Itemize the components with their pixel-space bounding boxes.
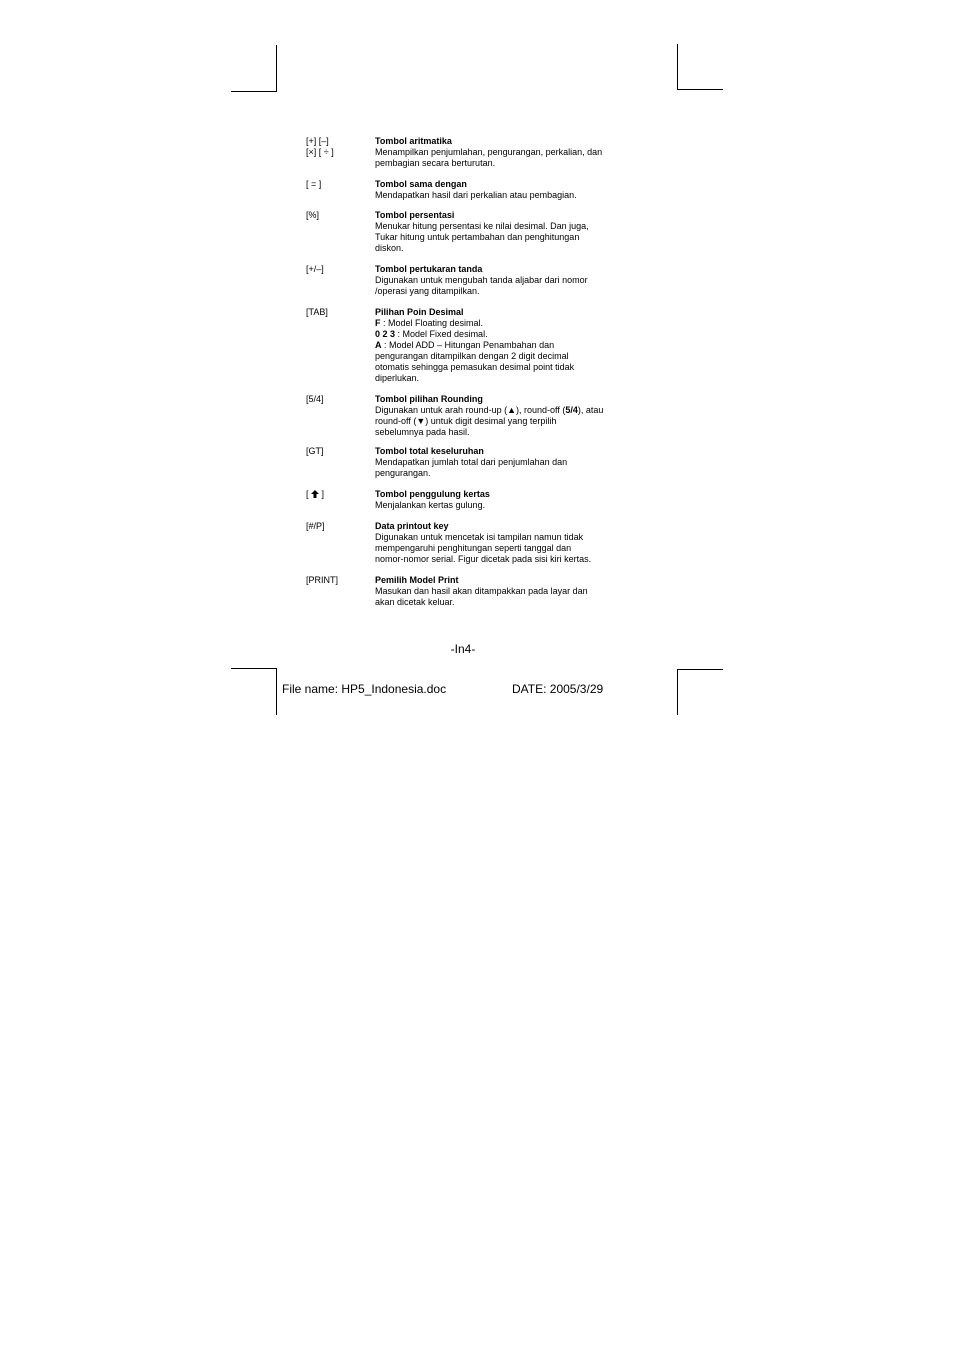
entry-description: [375, 575, 588, 608]
entry-key: [306, 489, 375, 511]
entry-text-line: pembagian secara berturutan.: [375, 158, 496, 168]
crop-mark-bottom-right-horizontal: [677, 669, 723, 670]
option-code: A: [375, 340, 382, 350]
entry-text-line: sebelumnya pada hasil.: [375, 427, 470, 437]
entry-text-line: Masukan dan hasil akan ditampakkan pada layar dan: [375, 586, 588, 596]
entry-title: Tombol penggulung kertas: [375, 489, 490, 499]
entry-text-line: [375, 318, 574, 329]
entry-title: Tombol pertukaran tanda: [375, 264, 483, 274]
option-code: 0 2 3: [375, 329, 396, 339]
footer-date: DATE: 2005/3/29: [512, 682, 604, 696]
entry-text-line: otomatis sehingga pemasukan desimal point tidak: [375, 362, 575, 372]
entry-title: Tombol persentasi: [375, 210, 455, 220]
entry-key: [%]: [306, 210, 320, 220]
entry-text-line: Mendapatkan hasil dari perkalian atau pembagian.: [375, 190, 577, 200]
entry-title: Pilihan Poin Desimal: [375, 307, 464, 317]
entry-key: [GT]: [306, 446, 324, 456]
entry-key: [ = ]: [306, 179, 322, 189]
entry-paper-feed-key: [306, 489, 490, 511]
paper-feed-arrow-icon: [311, 490, 319, 498]
entry-text-line: diskon.: [375, 243, 404, 253]
entry-sign-change-key: [306, 264, 588, 297]
entry-text-line: [375, 405, 603, 416]
entry-grand-total-key: [306, 446, 567, 479]
entry-arithmetic-keys: [306, 136, 602, 169]
entry-key: [TAB]: [306, 307, 328, 317]
entry-text-line: diperlukan.: [375, 373, 420, 383]
option-text: : Model ADD – Hitungan Penambahan dan: [381, 340, 555, 350]
entry-description: [375, 179, 577, 201]
entry-text-line: akan dicetak keluar.: [375, 597, 455, 607]
page-number: -In4-: [450, 642, 476, 656]
entry-rounding-key: [306, 394, 603, 438]
entry-key: [PRINT]: [306, 575, 339, 585]
entry-title: Tombol total keseluruhan: [375, 446, 484, 456]
key-bracket-left: [: [306, 489, 312, 499]
entry-description: [375, 210, 589, 254]
entry-description: [375, 446, 567, 479]
text-fragment: ), atau: [577, 405, 604, 415]
entry-text-line: Digunakan untuk mencetak isi tampilan namun tidak: [375, 532, 584, 542]
entry-key: [#/P]: [306, 521, 325, 531]
entry-description: [375, 136, 602, 169]
entry-print-mode-key: [306, 575, 588, 608]
crop-mark-top-left-horizontal: [231, 91, 277, 92]
crop-mark-top-left-vertical: [276, 45, 277, 91]
entry-description: [375, 264, 588, 297]
entry-description: [375, 489, 490, 511]
key-bracket-right: ]: [319, 489, 325, 499]
entry-title: Data printout key: [375, 521, 449, 531]
entry-title: Tombol aritmatika: [375, 136, 452, 146]
option-code: F: [375, 318, 381, 328]
crop-mark-bottom-left-vertical: [276, 668, 277, 715]
entry-title: Tombol pilihan Rounding: [375, 394, 483, 404]
crop-mark-bottom-left-horizontal: [231, 668, 277, 669]
entry-key: [+] [–] [×] [ ÷ ]: [306, 136, 334, 157]
entry-percent-key: [306, 210, 589, 254]
entry-data-printout-key: [306, 521, 591, 565]
crop-mark-top-right-horizontal: [677, 89, 723, 90]
entry-text-line: pengurangan.: [375, 468, 431, 478]
entry-text-line: Menampilkan penjumlahan, pengurangan, perkalian, dan: [375, 147, 603, 157]
text-fragment: Digunakan untuk arah round-up (▲), round-off (: [375, 405, 566, 415]
entry-text-line: round-off (▼) untuk digit desimal yang terpilih: [375, 416, 557, 426]
entry-text-line: Menukar hitung persentasi ke nilai desimal. Dan juga,: [375, 221, 589, 231]
entry-description: [375, 394, 603, 438]
entry-key: [+/–]: [306, 264, 324, 274]
entry-key: [5/4]: [306, 394, 324, 404]
option-text: : Model Floating desimal.: [380, 318, 484, 328]
entry-text-line: Digunakan untuk mengubah tanda aljabar dari nomor: [375, 275, 588, 285]
entry-tab-key: [306, 307, 574, 384]
entry-title: Tombol sama dengan: [375, 179, 467, 189]
crop-mark-bottom-right-vertical: [677, 669, 678, 715]
text-fragment-bold: 5/4: [565, 405, 578, 415]
footer-file-name: File name: HP5_Indonesia.doc: [282, 682, 447, 696]
entry-text-line: mempengaruhi penghitungan seperti tanggal dan: [375, 543, 572, 553]
entry-text-line: [375, 340, 574, 351]
crop-mark-top-right-vertical: [677, 44, 678, 89]
entry-text-line: Mendapatkan jumlah total dari penjumlahan dan: [375, 457, 568, 467]
entry-text-line: nomor-nomor serial. Figur dicetak pada sisi kiri kertas.: [375, 554, 592, 564]
entry-text-line: /operasi yang ditampilkan.: [375, 286, 480, 296]
entry-text-line: [375, 329, 574, 340]
option-text: : Model Fixed desimal.: [395, 329, 488, 339]
entry-equal-key: [306, 179, 577, 201]
entry-text-line: pengurangan ditampilkan dengan 2 digit decimal: [375, 351, 569, 361]
entry-description: [375, 521, 591, 565]
entry-title: Pemilih Model Print: [375, 575, 459, 585]
entry-text-line: Menjalankan kertas gulung.: [375, 500, 486, 510]
entry-text-line: Tukar hitung untuk pertambahan dan penghitungan: [375, 232, 580, 242]
entry-description: [375, 307, 574, 384]
